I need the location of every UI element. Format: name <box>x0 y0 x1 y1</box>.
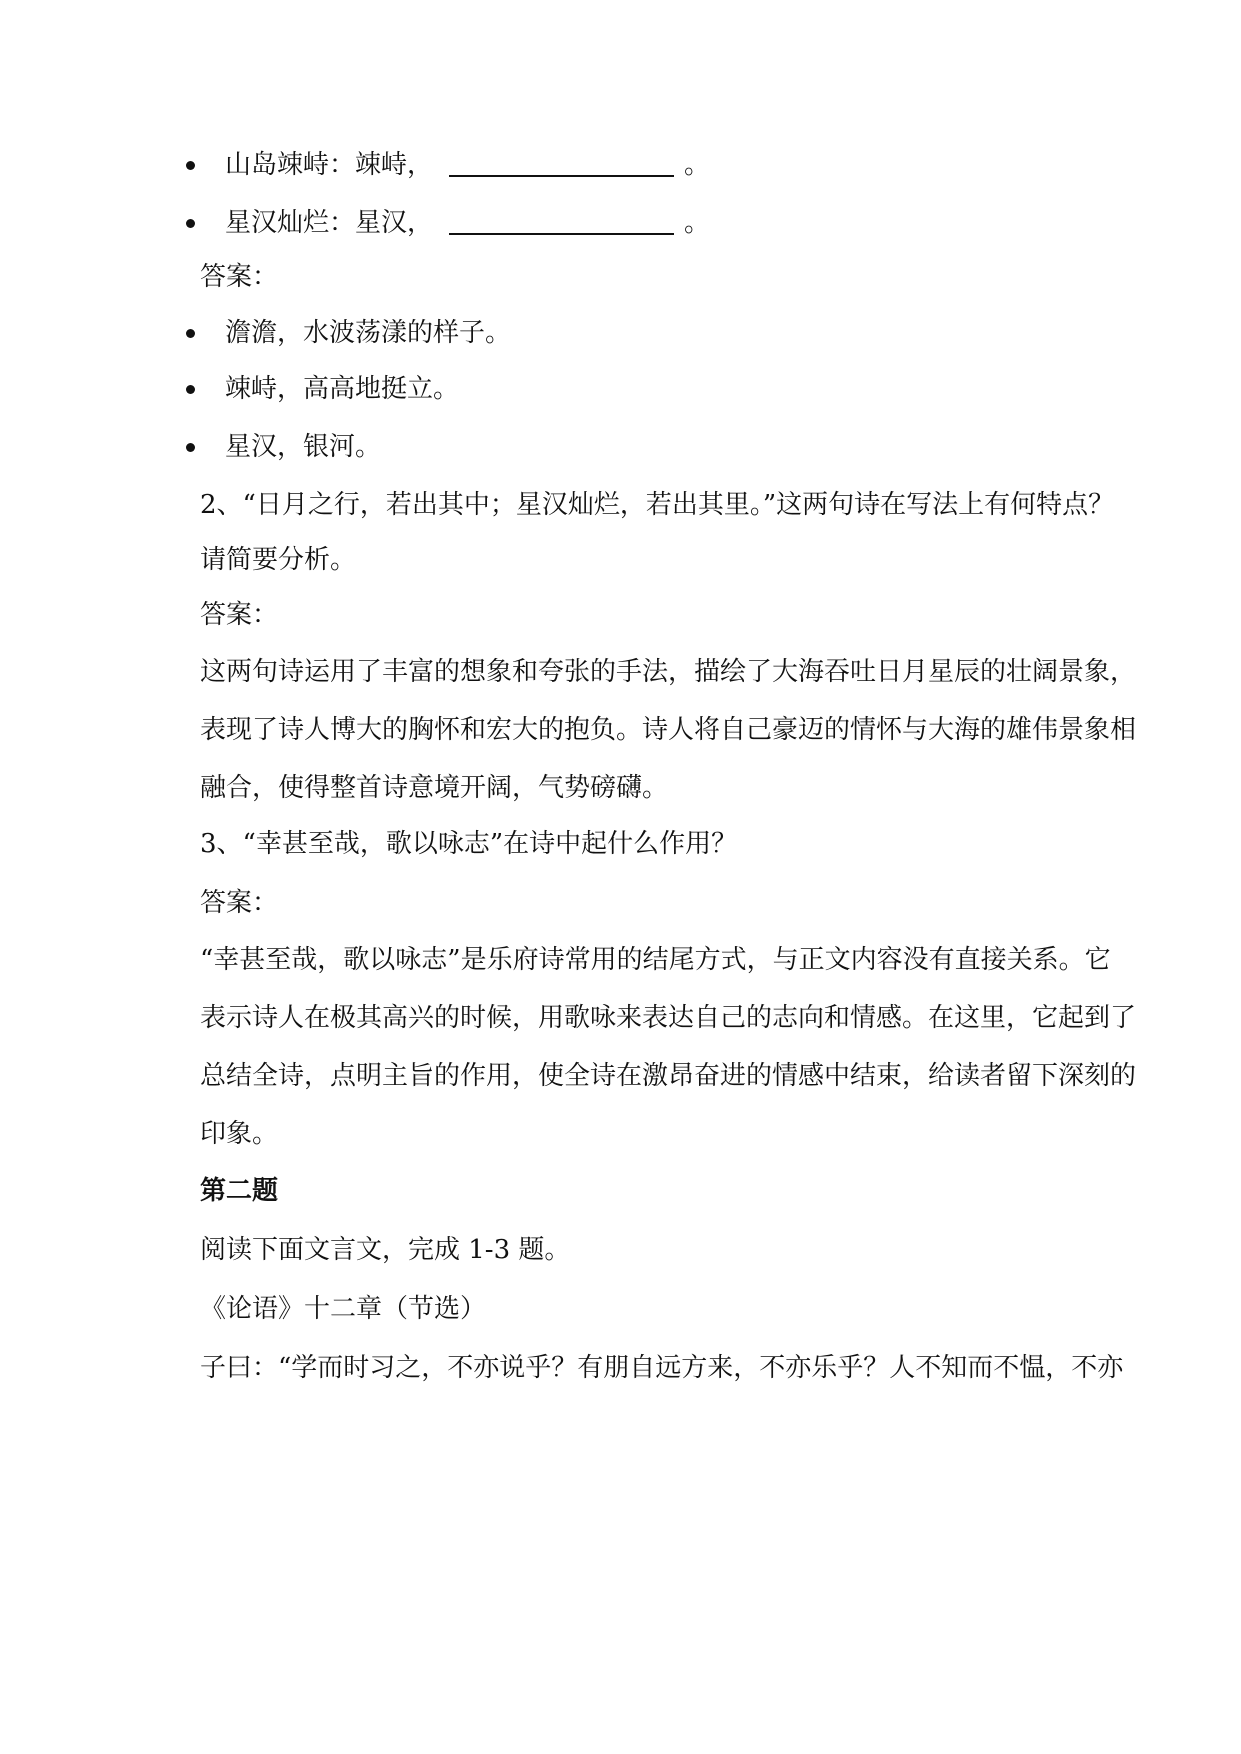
answer-item <box>186 316 511 350</box>
question-2-line2: 请简要分析。 <box>200 545 357 575</box>
fill-item-end: 。 <box>684 150 711 180</box>
section-heading: 第二题 <box>200 1176 279 1206</box>
bullet-icon <box>186 219 195 228</box>
bullet-icon <box>186 329 195 338</box>
answer-text-line: “幸甚至哉，歌以咏志”是乐府诗常用的结尾方式，与正文内容没有直接关系。它 <box>200 945 1111 975</box>
fill-item <box>186 206 710 240</box>
answer-text-line: 这两句诗运用了丰富的想象和夸张的手法，描绘了大海吞吐日月星辰的壮阔景象， <box>200 657 1137 687</box>
answer-blank[interactable] <box>449 211 674 235</box>
bullet-icon <box>186 385 195 394</box>
classical-text-line: 子曰：“学而时习之，不亦说乎？有朋自远方来，不亦乐乎？人不知而不愠，不亦 <box>200 1353 1124 1383</box>
question-2-line1: 2、“日月之行，若出其中；星汉灿烂，若出其里。”这两句诗在写法上有何特点？ <box>200 490 1115 520</box>
answer-item-text: 星汉，银河。 <box>225 432 382 462</box>
answer-label: 答案： <box>200 888 279 918</box>
fill-item-label: 星汉灿烂：星汉， <box>225 208 434 238</box>
fill-item-label: 山岛竦峙：竦峙， <box>225 150 434 180</box>
answer-text-line: 总结全诗，点明主旨的作用，使全诗在激昂奋进的情感中结束，给读者留下深刻的 <box>200 1061 1137 1091</box>
answer-text-line: 印象。 <box>200 1119 279 1149</box>
section-instruction: 阅读下面文言文，完成 1-3 题。 <box>200 1235 571 1265</box>
answer-label: 答案： <box>200 262 279 292</box>
question-3-line1: 3、“幸甚至哉，歌以咏志”在诗中起什么作用？ <box>200 829 738 859</box>
bullet-icon <box>186 161 195 170</box>
fill-item <box>186 148 710 182</box>
text-title: 《论语》十二章（节选） <box>200 1294 487 1324</box>
answer-label: 答案： <box>200 600 279 630</box>
answer-item <box>186 430 381 464</box>
answer-text-line: 融合，使得整首诗意境开阔，气势磅礴。 <box>200 773 669 803</box>
answer-item-text: 竦峙，高高地挺立。 <box>225 374 460 404</box>
answer-blank[interactable] <box>449 153 674 177</box>
answer-text-line: 表现了诗人博大的胸怀和宏大的抱负。诗人将自己豪迈的情怀与大海的雄伟景象相 <box>200 715 1137 745</box>
answer-item <box>186 372 459 406</box>
answer-item-text: 澹澹，水波荡漾的样子。 <box>225 318 512 348</box>
fill-item-end: 。 <box>684 208 711 238</box>
bullet-icon <box>186 443 195 452</box>
answer-text-line: 表示诗人在极其高兴的时候，用歌咏来表达自己的志向和情感。在这里，它起到了 <box>200 1003 1137 1033</box>
